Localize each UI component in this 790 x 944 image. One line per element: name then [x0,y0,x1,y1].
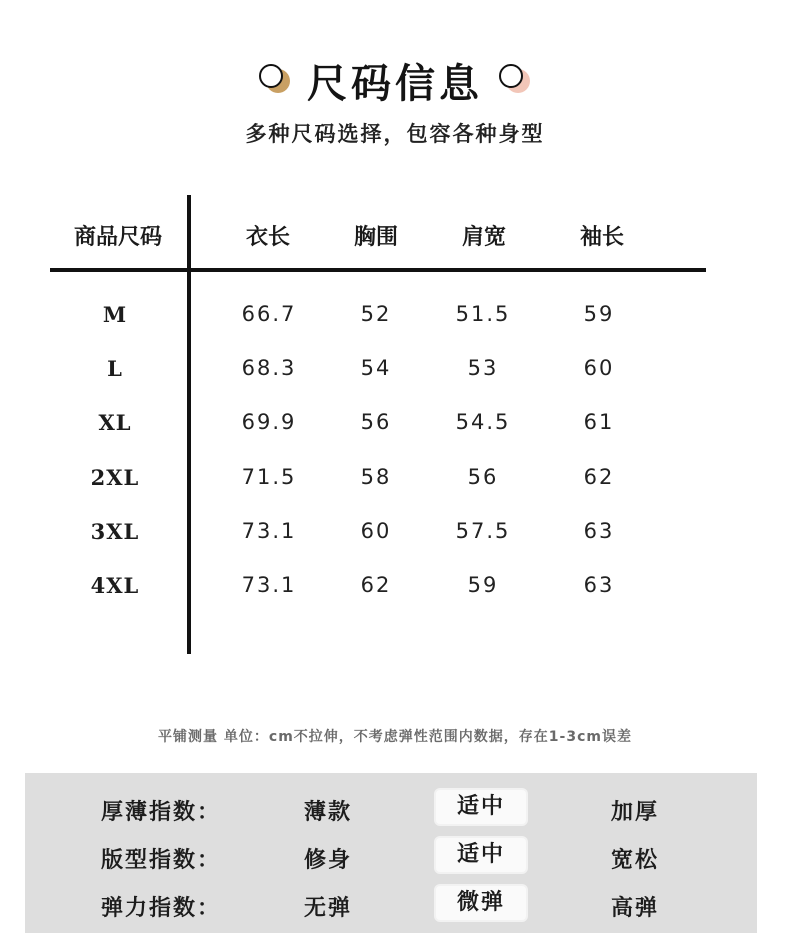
sleeve-cell: 63 [583,573,615,597]
fabric-attributes-panel [25,773,757,933]
attribute-row-thickness [25,787,757,831]
table-horizontal-divider [50,268,706,272]
length-cell: 68.3 [241,356,297,380]
circle-outline [499,64,523,88]
attribute-option: 高弹 [610,896,659,921]
shoulder-cell: 54.5 [455,410,511,434]
shoulder-cell: 59 [467,573,499,597]
column-header-length: 衣长 [245,225,290,250]
length-cell: 73.1 [241,519,297,543]
shoulder-cell: 56 [467,465,499,489]
attribute-label: 厚薄指数： [101,800,222,825]
page-subtitle: 多种尺码选择，包容各种身型 [245,122,545,146]
chest-cell: 56 [360,410,392,434]
attribute-label: 弹力指数： [101,896,222,921]
length-cell: 69.9 [241,410,297,434]
table-row [0,350,790,390]
measurement-note: 平铺测量 单位：cm不拉伸，不考虑弹性范围内数据，存在1-3cm误差 [158,729,632,745]
attribute-option: 加厚 [610,800,659,825]
size-cell: 4XL [90,573,140,598]
size-cell: XL [98,410,132,435]
sleeve-cell: 60 [583,356,615,380]
attribute-option: 无弹 [303,896,352,921]
shoulder-cell: 53 [467,356,499,380]
sleeve-cell: 63 [583,519,615,543]
attribute-label: 版型指数： [101,848,222,873]
sleeve-cell: 62 [583,465,615,489]
size-cell: 3XL [90,519,140,544]
circle-icon-left [259,64,291,96]
chest-cell: 62 [360,573,392,597]
size-cell: M [102,302,128,327]
table-row [0,404,790,444]
attribute-option-selected: 适中 [436,838,526,872]
attribute-row-fit [25,835,757,879]
circle-icon-right [499,64,531,96]
attribute-option: 宽松 [610,848,659,873]
attribute-option-selected: 微弹 [436,886,526,920]
column-header-shoulder: 肩宽 [461,225,506,250]
attribute-option: 修身 [303,848,352,873]
table-row [0,513,790,553]
page-title: 尺码信息 [307,60,483,107]
size-cell: L [107,356,123,381]
table-row [0,296,790,336]
sleeve-cell: 61 [583,410,615,434]
length-cell: 71.5 [241,465,297,489]
table-row [0,567,790,607]
attribute-row-elasticity [25,883,757,927]
shoulder-cell: 57.5 [455,519,511,543]
circle-outline [259,64,283,88]
length-cell: 66.7 [241,302,297,326]
table-row [0,459,790,499]
chest-cell: 54 [360,356,392,380]
size-cell: 2XL [90,465,140,490]
shoulder-cell: 51.5 [455,302,511,326]
title-row [0,52,790,108]
column-header-size: 商品尺码 [73,225,162,250]
chest-cell: 58 [360,465,392,489]
attribute-option-selected: 适中 [436,790,526,824]
column-header-sleeve: 袖长 [579,225,624,250]
column-header-chest: 胸围 [353,225,398,250]
sleeve-cell: 59 [583,302,615,326]
attribute-option: 薄款 [303,800,352,825]
length-cell: 73.1 [241,573,297,597]
chest-cell: 60 [360,519,392,543]
chest-cell: 52 [360,302,392,326]
